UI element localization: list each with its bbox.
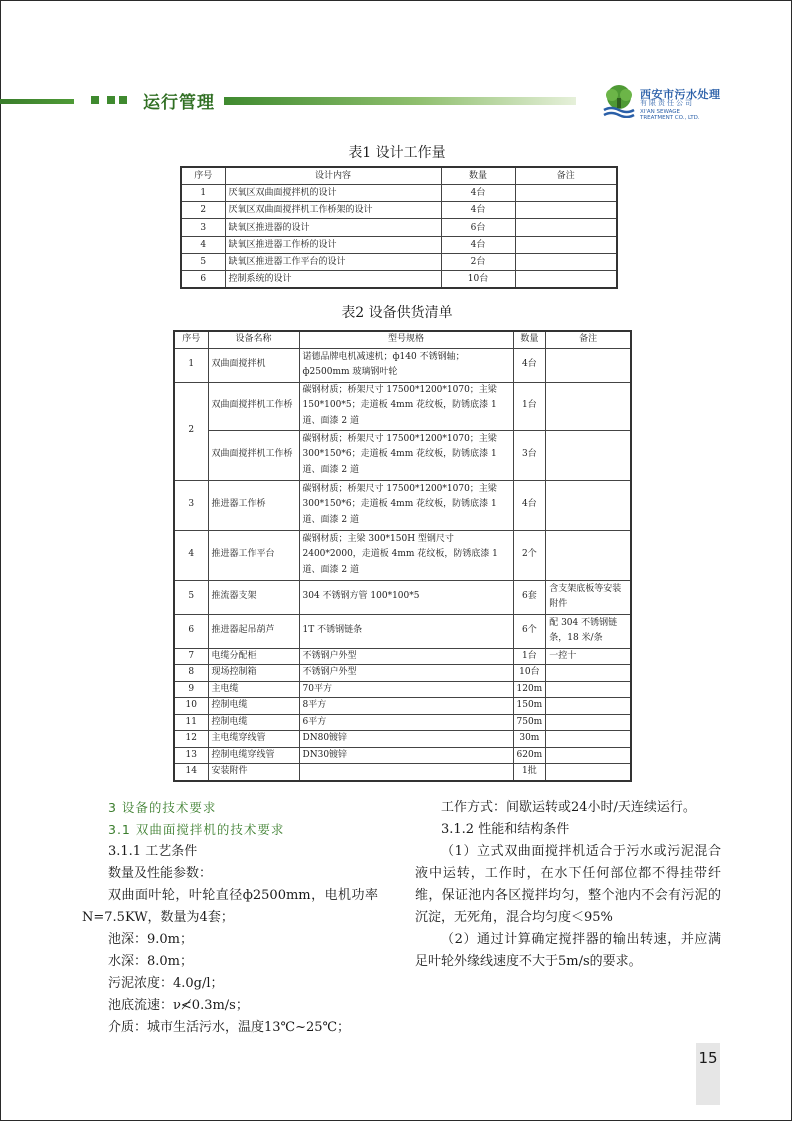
table-cell: 3 <box>174 480 208 530</box>
table-cell: 1批 <box>513 764 546 781</box>
table-cell: 配 304 不锈钢链条，18 米/条 <box>546 614 631 648</box>
table-cell: 10台 <box>441 271 515 288</box>
table-cell <box>546 530 631 580</box>
table-cell <box>546 714 631 731</box>
table-cell: 缺氧区推进器工作桥的设计 <box>225 236 441 253</box>
table2-header-cell: 备注 <box>546 331 631 348</box>
table-cell: 推流器支架 <box>208 580 299 614</box>
section-title: 运行管理 <box>143 93 215 113</box>
table-cell: 碳钢材质；主梁 300*150H 型钢尺寸 2400*2000，走道板 4mm 花纹板，防锈底漆 1 道、面漆 2 道 <box>299 530 513 580</box>
table-cell: 6 <box>174 614 208 648</box>
table-cell: 7 <box>174 648 208 665</box>
paragraph: 池深：9.0m； <box>108 932 194 947</box>
table-cell: 推进器工作平台 <box>208 530 299 580</box>
header-square <box>91 96 99 104</box>
table-cell: 4台 <box>513 348 546 382</box>
table-cell: 厌氧区双曲面搅拌机工作桥架的设计 <box>225 202 441 219</box>
table-cell: 1T 不锈钢链条 <box>299 614 513 648</box>
body-left-column <box>82 797 378 1039</box>
table-cell: 主电缆穿线管 <box>208 731 299 748</box>
table2-header-row <box>174 331 631 348</box>
table-cell <box>546 665 631 682</box>
table-cell: 11 <box>174 714 208 731</box>
table-cell: 控制电缆 <box>208 698 299 715</box>
table1-header-cell: 备注 <box>515 167 617 184</box>
table-row <box>174 665 631 682</box>
table-cell: 6个 <box>513 614 546 648</box>
company-logo-icon <box>602 84 636 118</box>
table-cell: 14 <box>174 764 208 781</box>
table-row <box>181 184 617 201</box>
table-cell: 推进器起吊葫芦 <box>208 614 299 648</box>
table-cell: 碳钢材质；桥架尺寸 17500*1200*1070；主梁 150*100*5；走道板 4mm 花纹板，防锈底漆 1 道、面漆 2 道 <box>299 382 513 430</box>
table-cell: 13 <box>174 747 208 764</box>
table-cell: 5 <box>174 580 208 614</box>
table-row <box>181 236 617 253</box>
table-cell: DN30镀锌 <box>299 747 513 764</box>
table-cell: 120m <box>513 681 546 698</box>
table-cell: 70平方 <box>299 681 513 698</box>
table-cell: 控制电缆 <box>208 714 299 731</box>
table-row <box>174 648 631 665</box>
table-row <box>174 714 631 731</box>
header-bar-right <box>224 97 576 105</box>
subsubsection-heading: 3.1.2 性能和结构条件 <box>441 822 570 837</box>
table-cell: 4台 <box>513 480 546 530</box>
table-cell: 不锈钢户外型 <box>299 648 513 665</box>
table2-header-cell: 序号 <box>174 331 208 348</box>
table-cell: 一控十 <box>546 648 631 665</box>
table-cell: 诺德品牌电机减速机；ф140 不锈钢轴；ф2500mm 玻璃钢叶轮 <box>299 348 513 382</box>
table-cell: 4台 <box>441 184 515 201</box>
table-cell: 双曲面搅拌机工作桥 <box>208 430 299 480</box>
body-right-column <box>415 797 721 973</box>
table-cell <box>546 681 631 698</box>
table-cell: 1 <box>181 184 225 201</box>
table-cell: 安装附件 <box>208 764 299 781</box>
paragraph: （1）立式双曲面搅拌机适合于污水或污泥混合液中运转，工作时，在水下任何部位都不得挂带纤维，保证池内各区搅拌均匀，整个池内不会有污泥的沉淀，无死角，混合均匀度＜95% <box>415 844 721 925</box>
table-cell <box>546 430 631 480</box>
table-row <box>174 580 631 614</box>
table-cell: 6 <box>181 271 225 288</box>
table-cell: 8 <box>174 665 208 682</box>
header-square <box>107 96 115 104</box>
table-row <box>174 698 631 715</box>
logo-cn-sub: 有限责任公司 <box>640 99 694 107</box>
table-cell: 5 <box>181 253 225 270</box>
table-row <box>174 480 631 530</box>
table-row <box>174 747 631 764</box>
table-cell: 1台 <box>513 648 546 665</box>
table-cell: 碳钢材质；桥架尺寸 17500*1200*1070；主梁 300*150*6；走道板 4mm 花纹板，防锈底漆 1 道、面漆 2 道 <box>299 430 513 480</box>
table-row <box>174 430 631 480</box>
table-cell: 6套 <box>513 580 546 614</box>
table1-header-cell: 序号 <box>181 167 225 184</box>
table1-caption: 表1 设计工作量 <box>348 145 446 161</box>
table-cell: 控制电缆穿线管 <box>208 747 299 764</box>
table-cell <box>546 382 631 430</box>
table-cell: 不锈钢户外型 <box>299 665 513 682</box>
table-cell: 碳钢材质；桥架尺寸 17500*1200*1070；主梁 300*150*6；走道板 4mm 花纹板，防锈底漆 1 道、面漆 2 道 <box>299 480 513 530</box>
table2-header-cell: 设备名称 <box>208 331 299 348</box>
table-cell: 8平方 <box>299 698 513 715</box>
table-cell <box>546 731 631 748</box>
table1-header-row <box>181 167 617 184</box>
table-cell: 750m <box>513 714 546 731</box>
paragraph: （2）通过计算确定搅拌器的输出转速，并应满足叶轮外缘线速度不大于5m/s的要求。 <box>415 932 721 969</box>
table-cell: 控制系统的设计 <box>225 271 441 288</box>
table-cell: 厌氧区双曲面搅拌机的设计 <box>225 184 441 201</box>
table-row <box>174 614 631 648</box>
table-cell: 30m <box>513 731 546 748</box>
table-cell <box>546 747 631 764</box>
table-row <box>181 253 617 270</box>
table-cell: 304 不锈钢方管 100*100*5 <box>299 580 513 614</box>
table1-header-cell: 设计内容 <box>225 167 441 184</box>
table-cell: 3台 <box>513 430 546 480</box>
paragraph: 水深：8.0m； <box>108 954 194 969</box>
table-cell <box>546 480 631 530</box>
paragraph: 池底流速：ν≮0.3m/s； <box>108 998 249 1013</box>
table-cell: 推进器工作桥 <box>208 480 299 530</box>
table-cell: 4 <box>181 236 225 253</box>
table-cell: 4台 <box>441 236 515 253</box>
header-square <box>119 96 127 104</box>
table-cell <box>546 764 631 781</box>
table-row <box>174 681 631 698</box>
table-row <box>174 731 631 748</box>
paragraph: 工作方式：间歇运转或24小时/天连续运行。 <box>441 800 696 815</box>
table-cell <box>515 219 617 236</box>
table-row <box>174 382 631 430</box>
page-number: 15 <box>698 1049 718 1067</box>
table-cell: DN80镀锌 <box>299 731 513 748</box>
table-cell: 3 <box>181 219 225 236</box>
table-cell <box>299 764 513 781</box>
table-row <box>174 764 631 781</box>
section-heading: 3 设备的技术要求 <box>108 800 217 815</box>
table-cell: 缺氧区推进器的设计 <box>225 219 441 236</box>
table-cell: 4台 <box>441 202 515 219</box>
table2-header-cell: 数量 <box>513 331 546 348</box>
table-cell: 2 <box>181 202 225 219</box>
table-row <box>174 348 631 382</box>
table-cell: 缺氧区推进器工作平台的设计 <box>225 253 441 270</box>
table-cell: 2个 <box>513 530 546 580</box>
table-cell: 4 <box>174 530 208 580</box>
table-cell <box>515 253 617 270</box>
paragraph: 双曲面叶轮，叶轮直径ф2500mm，电机功率N=7.5KW，数量为4套； <box>82 888 378 925</box>
table-cell: 10台 <box>513 665 546 682</box>
table2 <box>173 330 632 782</box>
paragraph: 数量及性能参数： <box>108 866 213 881</box>
table-cell: 6平方 <box>299 714 513 731</box>
paragraph: 污泥浓度：4.0g/l； <box>108 976 224 991</box>
table-cell: 2台 <box>441 253 515 270</box>
table2-caption: 表2 设备供货清单 <box>341 305 453 321</box>
table-cell: 电缆分配柜 <box>208 648 299 665</box>
table-cell <box>546 698 631 715</box>
table-row <box>181 271 617 288</box>
table-row <box>181 202 617 219</box>
page-number-tab <box>696 1043 720 1105</box>
table-cell <box>515 271 617 288</box>
table-cell: 含支架底板等安装附件 <box>546 580 631 614</box>
subsection-heading: 3.1 双曲面搅拌机的技术要求 <box>108 822 285 837</box>
table-row <box>174 530 631 580</box>
subsubsection-heading: 3.1.1 工艺条件 <box>108 844 198 859</box>
table-cell: 150m <box>513 698 546 715</box>
table-cell: 2 <box>174 382 208 480</box>
table-cell <box>515 202 617 219</box>
logo-cn-name: 西安市污水处理 <box>640 88 721 101</box>
paragraph: 介质：城市生活污水，温度13℃~25℃； <box>108 1020 351 1035</box>
table-cell <box>546 348 631 382</box>
company-logo <box>602 84 762 124</box>
table-cell: 1 <box>174 348 208 382</box>
table2-header-cell: 型号规格 <box>299 331 513 348</box>
table-row <box>181 219 617 236</box>
table-cell <box>515 236 617 253</box>
table1 <box>180 166 618 289</box>
table-cell: 主电缆 <box>208 681 299 698</box>
table-cell: 6台 <box>441 219 515 236</box>
table-cell: 双曲面搅拌机工作桥 <box>208 382 299 430</box>
table-cell <box>515 184 617 201</box>
table-cell: 9 <box>174 681 208 698</box>
table-cell: 双曲面搅拌机 <box>208 348 299 382</box>
table-cell: 10 <box>174 698 208 715</box>
table-cell: 620m <box>513 747 546 764</box>
table1-header-cell: 数量 <box>441 167 515 184</box>
logo-en-line2: TREATMENT CO., LTD. <box>640 115 700 121</box>
logo-en-line1: XI'AN SEWAGE <box>640 109 681 115</box>
header-bar-left <box>0 99 74 104</box>
table-cell: 现场控制箱 <box>208 665 299 682</box>
table-cell: 1台 <box>513 382 546 430</box>
table-cell: 12 <box>174 731 208 748</box>
